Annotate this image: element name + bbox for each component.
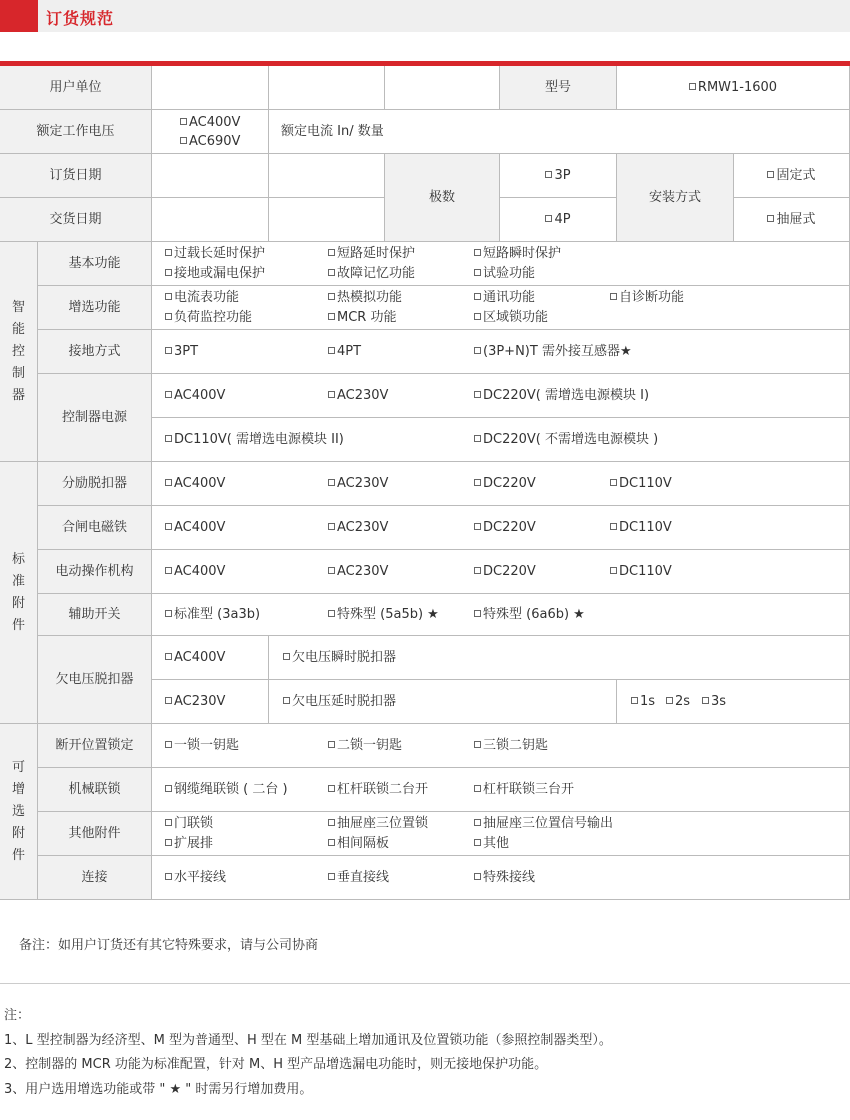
checkbox-icon [328, 839, 335, 846]
checkbox-icon [165, 347, 172, 354]
checkbox-icon [545, 171, 552, 178]
checkbox-icon [165, 653, 172, 660]
grounding-label: 接地方式 [38, 330, 152, 374]
checkbox-icon [474, 269, 481, 276]
delivery-date-field-2[interactable] [269, 198, 385, 242]
option-uv-0[interactable]: AC400V [165, 648, 225, 667]
checkbox-icon [165, 269, 172, 276]
pole-option-4p[interactable]: 4P [500, 198, 617, 242]
checkbox-icon [165, 293, 172, 300]
option-other-4[interactable]: 相间隔板 [328, 834, 389, 853]
option-motor-3[interactable]: DC110V [610, 562, 672, 581]
option-ctrl-power-3[interactable]: DC110V( 需增选电源模块 II) [165, 430, 344, 449]
checkbox-icon [474, 839, 481, 846]
checkbox-icon [689, 83, 696, 90]
option-basic-2[interactable]: 短路瞬时保护 [474, 244, 561, 263]
closing-magnet-label: 合闸电磁铁 [38, 506, 152, 550]
option-wiring-0[interactable]: 水平接线 [165, 868, 226, 887]
checkbox-icon [328, 293, 335, 300]
option-extra-1[interactable]: 热模拟功能 [328, 288, 402, 307]
checkbox-icon [165, 567, 172, 574]
option-uv-3[interactable]: 欠电压延时脱扣器 [283, 692, 396, 711]
basic-function-label: 基本功能 [38, 242, 152, 286]
order-date-field-2[interactable] [269, 154, 385, 198]
option-wiring-2[interactable]: 特殊接线 [474, 868, 535, 887]
checkbox-icon [328, 313, 335, 320]
option-ctrl-power-1[interactable]: AC230V [328, 386, 388, 405]
option-extra-6[interactable]: 区域锁功能 [474, 308, 548, 327]
checkbox-icon [283, 697, 290, 704]
order-date-field-1[interactable] [152, 154, 269, 198]
mounting-label: 安装方式 [617, 154, 734, 242]
note-1: 1、L 型控制器为经济型、M 型为普通型、H 型在 M 型基础上增加通讯及位置锁功能（参照控制器类型）。 [4, 1033, 612, 1048]
option-ground-0[interactable]: 3PT [165, 342, 198, 361]
checkbox-icon [474, 567, 481, 574]
checkbox-icon [610, 479, 617, 486]
option-other-3[interactable]: 扩展排 [165, 834, 213, 853]
checkbox-icon [474, 819, 481, 826]
checkbox-icon [328, 347, 335, 354]
user-unit-field-3[interactable] [385, 66, 500, 110]
option-motor-0[interactable]: AC400V [165, 562, 225, 581]
option-ctrl-power-4[interactable]: DC220V( 不需增选电源模块 ) [474, 430, 658, 449]
checkbox-icon [666, 697, 673, 704]
option-openlock-2[interactable]: 三锁二钥匙 [474, 736, 548, 755]
checkbox-icon [165, 839, 172, 846]
checkbox-icon [545, 215, 552, 222]
shunt-release-label: 分励脱扣器 [38, 462, 152, 506]
wiring-label: 连接 [38, 856, 152, 900]
option-mech-2[interactable]: 杠杆联锁三台开 [474, 780, 574, 799]
checkbox-icon [474, 435, 481, 442]
checkbox-icon [474, 313, 481, 320]
option-extra-4[interactable]: 负荷监控功能 [165, 308, 252, 327]
checkbox-icon [165, 479, 172, 486]
checkbox-icon [474, 523, 481, 530]
option-wiring-1[interactable]: 垂直接线 [328, 868, 389, 887]
controller-power-label: 控制器电源 [38, 374, 152, 462]
checkbox-icon [328, 269, 335, 276]
mech-interlock-label: 机械联锁 [38, 768, 152, 812]
option-basic-1[interactable]: 短路延时保护 [328, 244, 415, 263]
checkbox-icon [474, 741, 481, 748]
checkbox-icon [328, 249, 335, 256]
group-optional-accessories: 可 增 选 附 件 [0, 724, 38, 900]
option-other-2[interactable]: 抽屉座三位置信号输出 [474, 814, 613, 833]
open-lock-label: 断开位置锁定 [38, 724, 152, 768]
checkbox-icon [631, 697, 638, 704]
checkbox-icon [610, 293, 617, 300]
option-shunt-3[interactable]: DC110V [610, 474, 672, 493]
option-closing-2[interactable]: DC220V [474, 518, 536, 537]
order-date-label: 订货日期 [0, 154, 152, 198]
checkbox-icon [165, 313, 172, 320]
checkbox-icon [328, 567, 335, 574]
model-label: 型号 [500, 66, 617, 110]
rv-option-ac400[interactable]: AC400V [180, 113, 268, 132]
checkbox-icon [474, 873, 481, 880]
option-other-0[interactable]: 门联锁 [165, 814, 213, 833]
delivery-date-field-1[interactable] [152, 198, 269, 242]
checkbox-icon [283, 653, 290, 660]
option-openlock-0[interactable]: 一锁一钥匙 [165, 736, 239, 755]
checkbox-icon [702, 697, 709, 704]
mount-option-fixed[interactable]: 固定式 [734, 154, 850, 198]
rv-option-ac690[interactable]: AC690V [180, 132, 268, 151]
checkbox-icon [328, 523, 335, 530]
checkbox-icon [328, 610, 335, 617]
rated-current-label: 额定电流 In/ 数量 [269, 110, 850, 154]
option-extra-5[interactable]: MCR 功能 [328, 308, 396, 327]
checkbox-icon [474, 293, 481, 300]
option-motor-2[interactable]: DC220V [474, 562, 536, 581]
option-uv-2[interactable]: AC230V [165, 692, 225, 711]
checkbox-icon [610, 523, 617, 530]
user-unit-label: 用户单位 [0, 66, 152, 110]
option-basic-3[interactable]: 接地或漏电保护 [165, 264, 265, 283]
option-uv-delay-2s[interactable]: 2s [666, 692, 690, 711]
checkbox-icon [767, 171, 774, 178]
option-extra-3[interactable]: 自诊断功能 [610, 288, 684, 307]
checkbox-icon [474, 479, 481, 486]
option-aux-1[interactable]: 特殊型 (5a5b) ★ [328, 605, 439, 624]
checkbox-icon [165, 819, 172, 826]
option-ground-1[interactable]: 4PT [328, 342, 361, 361]
option-basic-4[interactable]: 故障记忆功能 [328, 264, 415, 283]
group-standard-accessories: 标 准 附 件 [0, 462, 38, 724]
checkbox-icon [328, 819, 335, 826]
option-mech-0[interactable]: 钢缆绳联锁 ( 二台 ) [165, 780, 288, 799]
option-ctrl-power-2[interactable]: DC220V( 需增选电源模块 I) [474, 386, 649, 405]
poles-label: 极数 [385, 154, 500, 242]
motor-operator-label: 电动操作机构 [38, 550, 152, 594]
checkbox-icon [165, 873, 172, 880]
checkbox-icon [165, 610, 172, 617]
rated-voltage-options [152, 110, 269, 154]
checkbox-icon [328, 741, 335, 748]
option-aux-0[interactable]: 标准型 (3a3b) [165, 605, 260, 624]
extra-function-label: 增选功能 [38, 286, 152, 330]
option-uv-1[interactable]: 欠电压瞬时脱扣器 [283, 648, 396, 667]
model-value[interactable]: RMW1-1600 [617, 66, 850, 110]
aux-switch-label: 辅助开关 [38, 594, 152, 636]
user-unit-field-1[interactable] [152, 66, 269, 110]
option-uv-delay-3s[interactable]: 3s [702, 692, 726, 711]
checkbox-icon [474, 785, 481, 792]
checkbox-icon [767, 215, 774, 222]
checkbox-icon [474, 610, 481, 617]
option-shunt-1[interactable]: AC230V [328, 474, 388, 493]
section-header [0, 0, 850, 32]
checkbox-icon [474, 347, 481, 354]
option-closing-0[interactable]: AC400V [165, 518, 225, 537]
checkbox-icon [180, 118, 187, 125]
option-shunt-0[interactable]: AC400V [165, 474, 225, 493]
option-motor-1[interactable]: AC230V [328, 562, 388, 581]
option-closing-1[interactable]: AC230V [328, 518, 388, 537]
checkbox-icon [165, 249, 172, 256]
option-aux-2[interactable]: 特殊型 (6a6b) ★ [474, 605, 585, 624]
checkbox-icon [474, 249, 481, 256]
checkbox-icon [328, 391, 335, 398]
header-accent-bar [0, 0, 38, 32]
option-extra-2[interactable]: 通讯功能 [474, 288, 535, 307]
note-3: 3、用户选用增选功能或带 " ★ " 时需另行增加费用。 [4, 1082, 313, 1097]
option-other-5[interactable]: 其他 [474, 834, 509, 853]
option-shunt-2[interactable]: DC220V [474, 474, 536, 493]
remark-text: 备注：如用户订货还有其它特殊要求，请与公司协商 [19, 938, 319, 953]
option-other-1[interactable]: 抽屉座三位置锁 [328, 814, 428, 833]
option-openlock-1[interactable]: 二锁一钥匙 [328, 736, 402, 755]
user-unit-field-2[interactable] [269, 66, 385, 110]
option-extra-0[interactable]: 电流表功能 [165, 288, 239, 307]
checkbox-icon [165, 741, 172, 748]
mount-option-drawout[interactable]: 抽屉式 [734, 198, 850, 242]
checkbox-icon [328, 785, 335, 792]
divider [0, 983, 850, 984]
delivery-date-label: 交货日期 [0, 198, 152, 242]
notes-title: 注： [4, 1008, 31, 1023]
checkbox-icon [165, 523, 172, 530]
option-mech-1[interactable]: 杠杆联锁二台开 [328, 780, 428, 799]
other-accessories-label: 其他附件 [38, 812, 152, 856]
option-ground-2[interactable]: (3P+N)T 需外接互感器★ [474, 342, 632, 361]
option-ctrl-power-0[interactable]: AC400V [165, 386, 225, 405]
option-basic-5[interactable]: 试验功能 [474, 264, 535, 283]
checkbox-icon [180, 137, 187, 144]
checkbox-icon [328, 479, 335, 486]
checkbox-icon [328, 873, 335, 880]
option-basic-0[interactable]: 过载长延时保护 [165, 244, 265, 263]
option-closing-3[interactable]: DC110V [610, 518, 672, 537]
pole-option-3p[interactable]: 3P [500, 154, 617, 198]
note-2: 2、控制器的 MCR 功能为标准配置，针对 M、H 型产品增选漏电功能时，则无接地保护功能。 [4, 1057, 548, 1072]
group-smart-controller: 智 能 控 制 器 [0, 242, 38, 462]
checkbox-icon [165, 697, 172, 704]
checkbox-icon [474, 391, 481, 398]
checkbox-icon [165, 391, 172, 398]
checkbox-icon [165, 785, 172, 792]
rated-voltage-label: 额定工作电压 [0, 110, 152, 154]
section-title: 订货规范 [46, 9, 115, 28]
checkbox-icon [165, 435, 172, 442]
undervoltage-label: 欠电压脱扣器 [38, 636, 152, 724]
checkbox-icon [610, 567, 617, 574]
option-uv-delay-1s[interactable]: 1s [631, 692, 655, 711]
